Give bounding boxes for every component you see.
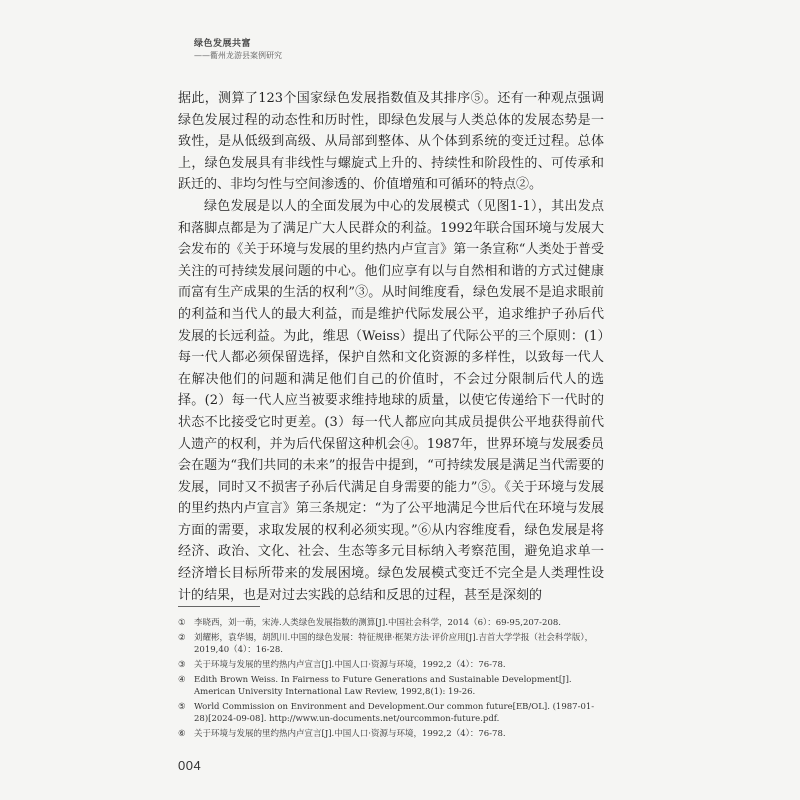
footnote-mark: ② [178, 633, 186, 643]
footnote-text: 关于环境与发展的里约热内卢宣言[J].中国人口·资源与环境，1992,2（4）：76-78. [194, 660, 506, 670]
body-text [178, 88, 604, 606]
footnote-text: World Commission on Environment and Development.Our common future[EB/OL]. (1987-01-28)[2024-09-08]. http://www.un-documents.net/ourcommon-future.pdf. [194, 702, 595, 724]
footnote-5 [178, 701, 604, 725]
footnote-text: 关于环境与发展的里约热内卢宣言[J].中国人口·资源与环境，1992,2（4）：76-78. [194, 729, 506, 739]
footnotes [178, 617, 604, 743]
footnote-2 [178, 632, 604, 656]
footnote-mark: ④ [178, 675, 186, 685]
running-head [194, 38, 282, 62]
footnote-text: Edith Brown Weiss. In Fairness to Future Generations and Sustainable Development[J]. American University International Law Review, 1992,8(1): 19-26. [194, 675, 572, 697]
footnote-mark: ⑥ [178, 729, 186, 739]
page-number: 004 [178, 758, 202, 773]
running-head-title: 绿色发展共富 [194, 39, 252, 49]
footnote-mark: ① [178, 618, 186, 628]
footnote-1 [178, 617, 604, 629]
footnote-text: 刘耀彬，袁华锡，胡凯川.中国的绿色发展：特征规律·框架方法·评价应用[J].吉首大学学报（社会科学版），2019,40（4）：16-28. [194, 633, 594, 655]
footnote-6 [178, 728, 604, 740]
footnote-4 [178, 674, 604, 698]
footnote-mark: ⑤ [178, 702, 186, 712]
footnote-3 [178, 659, 604, 671]
footnote-text: 李晓西，刘一萌，宋涛.人类绿色发展指数的测算[J].中国社会科学，2014（6）：69-95,207-208. [194, 618, 561, 628]
footnote-divider [178, 606, 260, 607]
paragraph-continued: 据此，测算了123个国家绿色发展指数值及其排序⑤。还有一种观点强调绿色发展过程的动态性和历时性，即绿色发展与人类总体的发展态势是一致性，是从低级到高级、从局部到整体、从个体到系统的变迁过程。总体上，绿色发展具有非线性与螺旋式上升的、持续性和阶段性的、可传承和跃迁的、非均匀性与空间渗透的、价值增殖和可循环的特点②。 [178, 91, 604, 193]
paragraph: 绿色发展是以人的全面发展为中心的发展模式（见图1-1），其出发点和落脚点都是为了满足广大人民群众的利益。1992年联合国环境与发展大会发布的《关于环境与发展的里约热内卢宣言》第一条宣称“人类处于普受关注的可持续发展问题的中心。他们应享有以与自然相和谐的方式过健康而富有生产成果的生活的权利”③。从时间维度看，绿色发展不是追求眼前的利益和当代人的最大利益，而是维护代际发展公平，追求维护子孙后代发展的长远利益。为此，维思（Weiss）提出了代际公平的三个原则：(1）每一代人都必须保留选择，保护自然和文化资源的多样性，以致每一代人在解决他们的问题和满足他们自己的价值时，不会过分限制后代人的选择。(2）每一代人应当被要求维持地球的质量，以使它传递给下一代时的状态不比接受它时更差。(3）每一代人都应向其成员提供公平地获得前代人遗产的权利，并为后代保留这种机会④。1987年，世界环境与发展委员会在题为“我们共同的未来”的报告中提到，“可持续发展是满足当代需要的发展，同时又不损害子孙后代满足自身需要的能力”⑤。《关于环境与发展的里约热内卢宣言》第三条规定：“为了公平地满足今世后代在环境与发展方面的需要，求取发展的权利必须实现。”⑥从内容维度看，绿色发展是将经济、政治、文化、社会、生态等多元目标纳入考察范围，避免追求单一经济增长目标所带来的发展困境。绿色发展模式变迁不完全是人类理性设计的结果，也是对过去实践的总结和反思的过程，甚至是深刻的 [178, 198, 604, 603]
running-head-subtitle: ——衢州龙游县案例研究 [194, 51, 282, 60]
footnote-mark: ③ [178, 660, 186, 670]
